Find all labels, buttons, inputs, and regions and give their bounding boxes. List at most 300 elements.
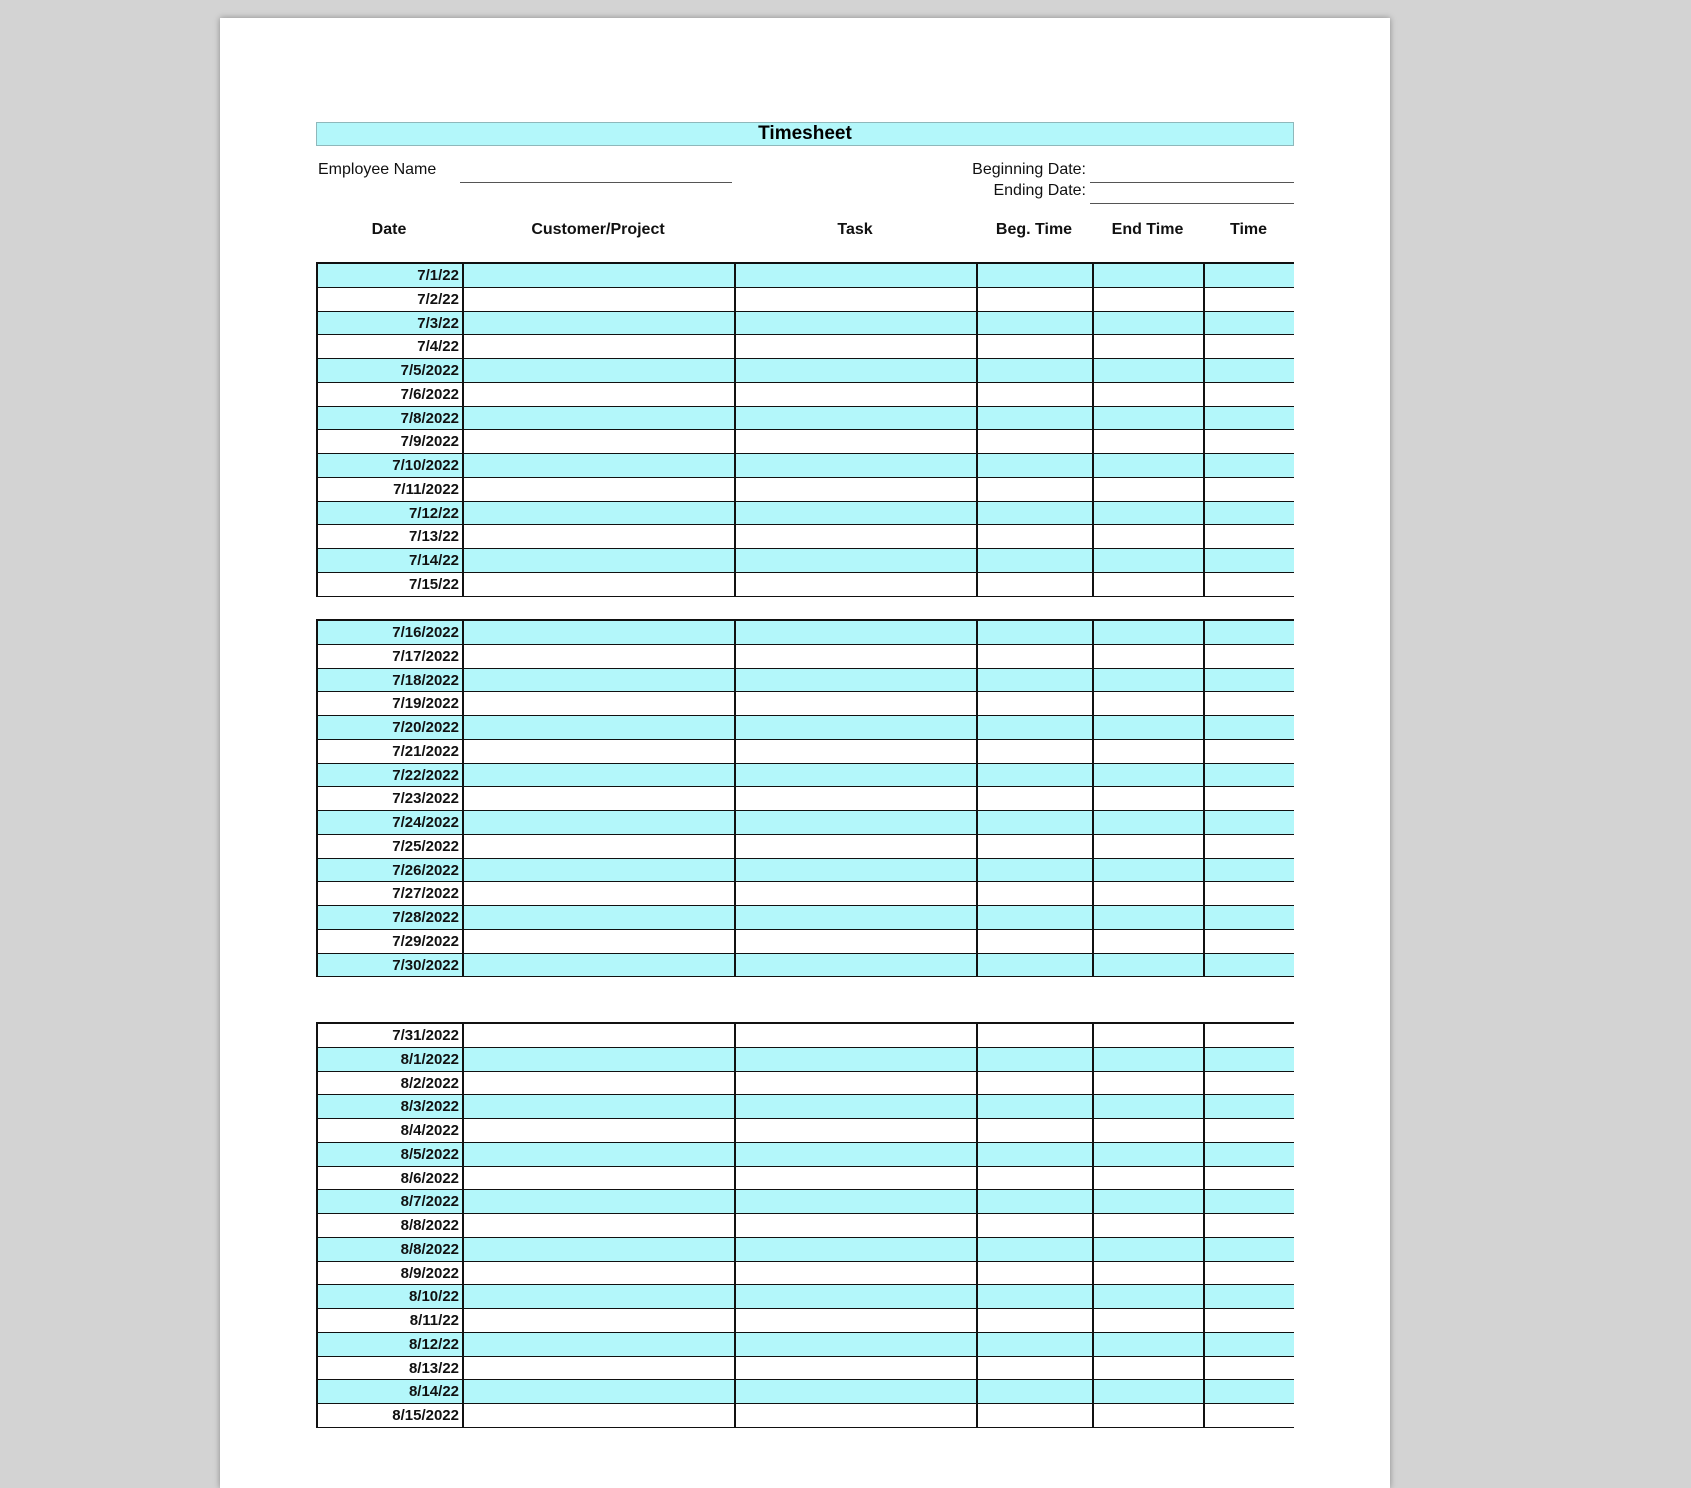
task-cell[interactable] (736, 764, 978, 787)
end-time-cell[interactable] (1094, 430, 1205, 453)
date-cell: 8/11/22 (318, 1309, 464, 1332)
end-time-cell[interactable] (1094, 335, 1205, 358)
beg-time-cell[interactable] (978, 359, 1094, 382)
beg-time-cell[interactable] (978, 454, 1094, 477)
beg-time-cell[interactable] (978, 1190, 1094, 1213)
task-cell[interactable] (736, 811, 978, 834)
time-cell[interactable] (1205, 669, 1294, 692)
time-cell[interactable] (1205, 430, 1294, 453)
beg-time-cell[interactable] (978, 549, 1094, 572)
table-row (318, 787, 1294, 811)
task-cell[interactable] (736, 359, 978, 382)
customer-project-cell[interactable] (464, 430, 736, 453)
table-row (318, 906, 1294, 930)
time-cell[interactable] (1205, 764, 1294, 787)
time-cell[interactable] (1205, 859, 1294, 882)
table-row (318, 430, 1294, 454)
table-row (318, 811, 1294, 835)
task-cell[interactable] (736, 1048, 978, 1071)
date-cell: 8/14/22 (318, 1380, 464, 1403)
end-time-cell[interactable] (1094, 359, 1205, 382)
table-row (318, 1309, 1294, 1333)
time-cell[interactable] (1205, 478, 1294, 501)
end-time-cell[interactable] (1094, 716, 1205, 739)
employee-name-field[interactable] (460, 182, 732, 183)
time-cell[interactable] (1205, 1048, 1294, 1071)
task-cell[interactable] (736, 335, 978, 358)
table-row (318, 1380, 1294, 1404)
table-row (318, 359, 1294, 383)
customer-project-cell[interactable] (464, 288, 736, 311)
time-cell[interactable] (1205, 692, 1294, 715)
customer-project-cell[interactable] (464, 930, 736, 953)
table-row (318, 573, 1294, 597)
date-cell: 7/12/22 (318, 502, 464, 525)
date-cell: 8/6/2022 (318, 1167, 464, 1190)
task-cell[interactable] (736, 549, 978, 572)
customer-project-cell[interactable] (464, 478, 736, 501)
customer-project-cell[interactable] (464, 835, 736, 858)
task-cell[interactable] (736, 1357, 978, 1380)
beg-time-cell[interactable] (978, 835, 1094, 858)
beg-time-cell[interactable] (978, 1214, 1094, 1237)
task-cell[interactable] (736, 1333, 978, 1356)
beg-time-cell[interactable] (978, 430, 1094, 453)
end-time-cell[interactable] (1094, 669, 1205, 692)
table-row (318, 335, 1294, 359)
beg-time-cell[interactable] (978, 954, 1094, 977)
time-cell[interactable] (1205, 716, 1294, 739)
customer-project-cell[interactable] (464, 573, 736, 596)
time-cell[interactable] (1205, 359, 1294, 382)
end-time-cell[interactable] (1094, 312, 1205, 335)
date-cell: 7/2/22 (318, 288, 464, 311)
customer-project-cell[interactable] (464, 1119, 736, 1142)
date-cell: 7/14/22 (318, 549, 464, 572)
task-cell[interactable] (736, 502, 978, 525)
end-time-cell[interactable] (1094, 1095, 1205, 1118)
date-cell: 8/8/2022 (318, 1214, 464, 1237)
customer-project-cell[interactable] (464, 1380, 736, 1403)
time-cell[interactable] (1205, 1357, 1294, 1380)
customer-project-cell[interactable] (464, 1024, 736, 1047)
task-cell[interactable] (736, 882, 978, 905)
time-cell[interactable] (1205, 645, 1294, 668)
date-cell: 7/16/2022 (318, 621, 464, 644)
date-cell: 8/2/2022 (318, 1072, 464, 1095)
end-time-cell[interactable] (1094, 1072, 1205, 1095)
time-cell[interactable] (1205, 1024, 1294, 1047)
beg-time-cell[interactable] (978, 502, 1094, 525)
time-cell[interactable] (1205, 1380, 1294, 1403)
customer-project-cell[interactable] (464, 645, 736, 668)
beg-time-cell[interactable] (978, 1357, 1094, 1380)
end-time-cell[interactable] (1094, 264, 1205, 287)
beg-time-cell[interactable] (978, 478, 1094, 501)
task-cell[interactable] (736, 1309, 978, 1332)
time-cell[interactable] (1205, 1072, 1294, 1095)
date-cell: 7/30/2022 (318, 954, 464, 977)
date-cell: 7/24/2022 (318, 811, 464, 834)
end-time-cell[interactable] (1094, 573, 1205, 596)
task-cell[interactable] (736, 1190, 978, 1213)
end-time-cell[interactable] (1094, 692, 1205, 715)
task-cell[interactable] (736, 1024, 978, 1047)
table-row (318, 716, 1294, 740)
customer-project-cell[interactable] (464, 669, 736, 692)
beg-time-cell[interactable] (978, 288, 1094, 311)
customer-project-cell[interactable] (464, 1190, 736, 1213)
beg-time-cell[interactable] (978, 692, 1094, 715)
time-cell[interactable] (1205, 621, 1294, 644)
customer-project-cell[interactable] (464, 1048, 736, 1071)
column-header-task: Task (837, 221, 873, 238)
time-cell[interactable] (1205, 264, 1294, 287)
beg-time-cell[interactable] (978, 312, 1094, 335)
date-cell: 7/27/2022 (318, 882, 464, 905)
document-page (220, 18, 1390, 1488)
end-time-cell[interactable] (1094, 1119, 1205, 1142)
end-time-cell[interactable] (1094, 882, 1205, 905)
time-cell[interactable] (1205, 407, 1294, 430)
task-cell[interactable] (736, 288, 978, 311)
customer-project-cell[interactable] (464, 264, 736, 287)
task-cell[interactable] (736, 621, 978, 644)
task-cell[interactable] (736, 906, 978, 929)
beg-time-cell[interactable] (978, 407, 1094, 430)
time-cell[interactable] (1205, 1214, 1294, 1237)
time-cell[interactable] (1205, 312, 1294, 335)
end-time-cell[interactable] (1094, 1309, 1205, 1332)
task-cell[interactable] (736, 573, 978, 596)
customer-project-cell[interactable] (464, 811, 736, 834)
task-cell[interactable] (736, 835, 978, 858)
date-cell: 8/13/22 (318, 1357, 464, 1380)
customer-project-cell[interactable] (464, 1214, 736, 1237)
beg-time-cell[interactable] (978, 335, 1094, 358)
beg-time-cell[interactable] (978, 1404, 1094, 1427)
task-cell[interactable] (736, 454, 978, 477)
end-time-cell[interactable] (1094, 930, 1205, 953)
table-row (318, 1262, 1294, 1286)
customer-project-cell[interactable] (464, 1072, 736, 1095)
task-cell[interactable] (736, 740, 978, 763)
date-cell: 7/28/2022 (318, 906, 464, 929)
date-cell: 7/5/2022 (318, 359, 464, 382)
table-row (318, 1404, 1294, 1428)
task-cell[interactable] (736, 430, 978, 453)
task-cell[interactable] (736, 930, 978, 953)
time-cell[interactable] (1205, 835, 1294, 858)
end-time-cell[interactable] (1094, 525, 1205, 548)
customer-project-cell[interactable] (464, 787, 736, 810)
end-time-cell[interactable] (1094, 549, 1205, 572)
time-cell[interactable] (1205, 335, 1294, 358)
beg-time-cell[interactable] (978, 669, 1094, 692)
date-cell: 8/8/2022 (318, 1238, 464, 1261)
date-cell: 8/12/22 (318, 1333, 464, 1356)
beg-time-cell[interactable] (978, 1380, 1094, 1403)
time-cell[interactable] (1205, 1190, 1294, 1213)
table-row (318, 764, 1294, 788)
task-cell[interactable] (736, 787, 978, 810)
customer-project-cell[interactable] (464, 502, 736, 525)
time-cell[interactable] (1205, 502, 1294, 525)
beg-time-cell[interactable] (978, 787, 1094, 810)
end-time-cell[interactable] (1094, 1238, 1205, 1261)
time-cell[interactable] (1205, 1238, 1294, 1261)
beg-time-cell[interactable] (978, 764, 1094, 787)
time-cell[interactable] (1205, 454, 1294, 477)
time-cell[interactable] (1205, 906, 1294, 929)
beg-time-cell[interactable] (978, 1048, 1094, 1071)
customer-project-cell[interactable] (464, 407, 736, 430)
task-cell[interactable] (736, 1238, 978, 1261)
time-cell[interactable] (1205, 954, 1294, 977)
beg-time-cell[interactable] (978, 1072, 1094, 1095)
beg-time-cell[interactable] (978, 1262, 1094, 1285)
task-cell[interactable] (736, 692, 978, 715)
end-time-cell[interactable] (1094, 835, 1205, 858)
time-cell[interactable] (1205, 1119, 1294, 1142)
beginning-date-label: Beginning Date: (972, 161, 1086, 178)
task-cell[interactable] (736, 407, 978, 430)
table-row (318, 1167, 1294, 1191)
beg-time-cell[interactable] (978, 1119, 1094, 1142)
column-header-time: Time (1229, 221, 1268, 238)
customer-project-cell[interactable] (464, 692, 736, 715)
task-cell[interactable] (736, 1380, 978, 1403)
task-cell[interactable] (736, 383, 978, 406)
beg-time-cell[interactable] (978, 383, 1094, 406)
time-cell[interactable] (1205, 573, 1294, 596)
end-time-cell[interactable] (1094, 859, 1205, 882)
customer-project-cell[interactable] (464, 1262, 736, 1285)
task-cell[interactable] (736, 1404, 978, 1427)
customer-project-cell[interactable] (464, 312, 736, 335)
customer-project-cell[interactable] (464, 621, 736, 644)
customer-project-cell[interactable] (464, 954, 736, 977)
beg-time-cell[interactable] (978, 1024, 1094, 1047)
date-cell: 8/4/2022 (318, 1119, 464, 1142)
end-time-cell[interactable] (1094, 1048, 1205, 1071)
time-cell[interactable] (1205, 811, 1294, 834)
customer-project-cell[interactable] (464, 525, 736, 548)
date-cell: 7/26/2022 (318, 859, 464, 882)
end-time-cell[interactable] (1094, 1333, 1205, 1356)
date-cell: 8/3/2022 (318, 1095, 464, 1118)
column-header-date: Date (371, 221, 407, 238)
date-cell: 7/21/2022 (318, 740, 464, 763)
customer-project-cell[interactable] (464, 740, 736, 763)
time-cell[interactable] (1205, 1309, 1294, 1332)
timesheet-section-3 (316, 1022, 1294, 1428)
end-time-cell[interactable] (1094, 1262, 1205, 1285)
date-cell: 7/15/22 (318, 573, 464, 596)
beg-time-cell[interactable] (978, 1095, 1094, 1118)
task-cell[interactable] (736, 1095, 978, 1118)
date-cell: 7/11/2022 (318, 478, 464, 501)
table-row (318, 383, 1294, 407)
beg-time-cell[interactable] (978, 716, 1094, 739)
time-cell[interactable] (1205, 740, 1294, 763)
time-cell[interactable] (1205, 1404, 1294, 1427)
date-cell: 7/1/22 (318, 264, 464, 287)
task-cell[interactable] (736, 1143, 978, 1166)
customer-project-cell[interactable] (464, 1095, 736, 1118)
time-cell[interactable] (1205, 882, 1294, 905)
time-cell[interactable] (1205, 787, 1294, 810)
end-time-cell[interactable] (1094, 1024, 1205, 1047)
customer-project-cell[interactable] (464, 1167, 736, 1190)
task-cell[interactable] (736, 669, 978, 692)
customer-project-cell[interactable] (464, 764, 736, 787)
time-cell[interactable] (1205, 1285, 1294, 1308)
end-time-cell[interactable] (1094, 1380, 1205, 1403)
end-time-cell[interactable] (1094, 1190, 1205, 1213)
beg-time-cell[interactable] (978, 1285, 1094, 1308)
task-cell[interactable] (736, 716, 978, 739)
customer-project-cell[interactable] (464, 1285, 736, 1308)
customer-project-cell[interactable] (464, 882, 736, 905)
time-cell[interactable] (1205, 1095, 1294, 1118)
task-cell[interactable] (736, 1072, 978, 1095)
beg-time-cell[interactable] (978, 882, 1094, 905)
timesheet-title: Timesheet (316, 122, 1294, 146)
date-cell: 8/7/2022 (318, 1190, 464, 1213)
end-time-cell[interactable] (1094, 645, 1205, 668)
end-time-cell[interactable] (1094, 1357, 1205, 1380)
table-row (318, 930, 1294, 954)
beg-time-cell[interactable] (978, 573, 1094, 596)
customer-project-cell[interactable] (464, 906, 736, 929)
time-cell[interactable] (1205, 930, 1294, 953)
beg-time-cell[interactable] (978, 859, 1094, 882)
beg-time-cell[interactable] (978, 525, 1094, 548)
date-cell: 8/1/2022 (318, 1048, 464, 1071)
table-row (318, 1143, 1294, 1167)
end-time-cell[interactable] (1094, 478, 1205, 501)
time-cell[interactable] (1205, 288, 1294, 311)
beg-time-cell[interactable] (978, 1333, 1094, 1356)
end-time-cell[interactable] (1094, 407, 1205, 430)
customer-project-cell[interactable] (464, 335, 736, 358)
customer-project-cell[interactable] (464, 716, 736, 739)
time-cell[interactable] (1205, 1333, 1294, 1356)
customer-project-cell[interactable] (464, 1404, 736, 1427)
beg-time-cell[interactable] (978, 930, 1094, 953)
end-time-cell[interactable] (1094, 288, 1205, 311)
date-cell: 7/20/2022 (318, 716, 464, 739)
task-cell[interactable] (736, 264, 978, 287)
end-time-cell[interactable] (1094, 811, 1205, 834)
beg-time-cell[interactable] (978, 906, 1094, 929)
table-row (318, 692, 1294, 716)
customer-project-cell[interactable] (464, 1357, 736, 1380)
task-cell[interactable] (736, 1214, 978, 1237)
table-row (318, 859, 1294, 883)
customer-project-cell[interactable] (464, 359, 736, 382)
time-cell[interactable] (1205, 549, 1294, 572)
customer-project-cell[interactable] (464, 1309, 736, 1332)
column-header-beg-time: Beg. Time (995, 221, 1073, 238)
task-cell[interactable] (736, 859, 978, 882)
date-cell: 7/6/2022 (318, 383, 464, 406)
customer-project-cell[interactable] (464, 1238, 736, 1261)
date-cell: 7/10/2022 (318, 454, 464, 477)
end-time-cell[interactable] (1094, 502, 1205, 525)
beg-time-cell[interactable] (978, 621, 1094, 644)
customer-project-cell[interactable] (464, 383, 736, 406)
task-cell[interactable] (736, 1285, 978, 1308)
beg-time-cell[interactable] (978, 645, 1094, 668)
customer-project-cell[interactable] (464, 859, 736, 882)
end-time-cell[interactable] (1094, 383, 1205, 406)
time-cell[interactable] (1205, 1262, 1294, 1285)
end-time-cell[interactable] (1094, 1404, 1205, 1427)
customer-project-cell[interactable] (464, 549, 736, 572)
end-time-cell[interactable] (1094, 740, 1205, 763)
beg-time-cell[interactable] (978, 1143, 1094, 1166)
end-time-cell[interactable] (1094, 954, 1205, 977)
customer-project-cell[interactable] (464, 1143, 736, 1166)
task-cell[interactable] (736, 525, 978, 548)
timesheet-section-1 (316, 262, 1294, 597)
beginning-date-field[interactable] (1090, 182, 1294, 183)
beg-time-cell[interactable] (978, 1238, 1094, 1261)
table-row (318, 669, 1294, 693)
end-time-cell[interactable] (1094, 1214, 1205, 1237)
beg-time-cell[interactable] (978, 1309, 1094, 1332)
task-cell[interactable] (736, 645, 978, 668)
table-row (318, 1095, 1294, 1119)
end-time-cell[interactable] (1094, 454, 1205, 477)
table-row (318, 1190, 1294, 1214)
time-cell[interactable] (1205, 383, 1294, 406)
customer-project-cell[interactable] (464, 1333, 736, 1356)
end-time-cell[interactable] (1094, 1167, 1205, 1190)
time-cell[interactable] (1205, 1143, 1294, 1166)
beg-time-cell[interactable] (978, 811, 1094, 834)
task-cell[interactable] (736, 1167, 978, 1190)
task-cell[interactable] (736, 1262, 978, 1285)
end-time-cell[interactable] (1094, 1143, 1205, 1166)
date-cell: 7/31/2022 (318, 1024, 464, 1047)
end-time-cell[interactable] (1094, 764, 1205, 787)
table-row (318, 407, 1294, 431)
time-cell[interactable] (1205, 1167, 1294, 1190)
end-time-cell[interactable] (1094, 787, 1205, 810)
beg-time-cell[interactable] (978, 740, 1094, 763)
customer-project-cell[interactable] (464, 454, 736, 477)
table-row (318, 549, 1294, 573)
table-row (318, 502, 1294, 526)
date-cell: 7/22/2022 (318, 764, 464, 787)
task-cell[interactable] (736, 478, 978, 501)
beg-time-cell[interactable] (978, 264, 1094, 287)
time-cell[interactable] (1205, 525, 1294, 548)
end-time-cell[interactable] (1094, 906, 1205, 929)
ending-date-field[interactable] (1090, 203, 1294, 204)
task-cell[interactable] (736, 312, 978, 335)
table-row (318, 1214, 1294, 1238)
end-time-cell[interactable] (1094, 621, 1205, 644)
table-row (318, 264, 1294, 288)
task-cell[interactable] (736, 954, 978, 977)
end-time-cell[interactable] (1094, 1285, 1205, 1308)
task-cell[interactable] (736, 1119, 978, 1142)
beg-time-cell[interactable] (978, 1167, 1094, 1190)
